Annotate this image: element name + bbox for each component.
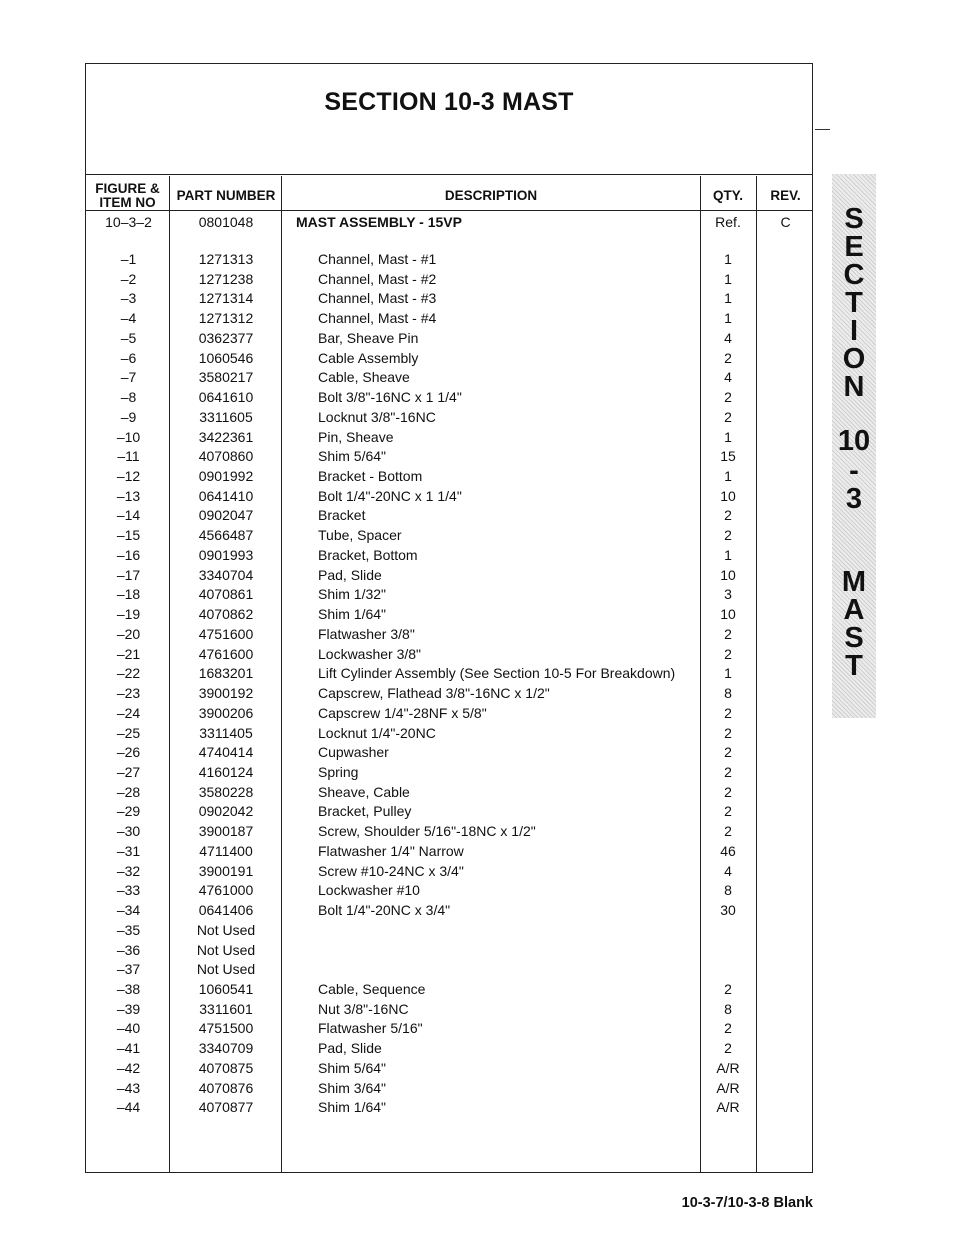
table-row (86, 959, 812, 979)
part-number: 0902042 (198, 803, 254, 820)
quantity: 1 (724, 546, 732, 563)
part-description: Pad, Slide (318, 1040, 382, 1057)
side-tab-letter: N (843, 371, 865, 403)
table-row (86, 387, 812, 407)
quantity: 2 (724, 349, 732, 366)
quantity: 2 (724, 625, 732, 642)
column-header-qty: QTY. (712, 188, 743, 203)
quantity: 4 (724, 862, 732, 879)
item-number: –24 (116, 704, 141, 721)
part-description: Screw, Shoulder 5/16"-18NC x 1/2" (318, 823, 536, 840)
part-number: 0902047 (198, 507, 254, 524)
part-number: 3311601 (199, 1000, 253, 1017)
item-number: –10 (116, 428, 141, 445)
quantity: 4 (724, 369, 732, 386)
part-description: Lockwasher 3/8" (318, 645, 422, 662)
part-description: Shim 1/64" (318, 1099, 387, 1116)
table-row (86, 1038, 812, 1058)
table-row (86, 525, 812, 545)
part-number: 1060541 (198, 981, 254, 997)
table-row (86, 940, 812, 960)
part-description: Capscrew, Flathead 3/8"-16NC x 1/2" (318, 685, 550, 702)
item-number: –40 (116, 1020, 141, 1037)
part-number: 4070860 (198, 448, 254, 465)
margin-tick-mark (815, 129, 830, 130)
part-description: Pin, Sheave (318, 428, 394, 445)
table-row (86, 427, 812, 447)
table-row (86, 308, 812, 328)
side-tab-letter: 10 (837, 425, 871, 457)
part-description: Flatwasher 5/16" (318, 1020, 423, 1037)
quantity: 46 (720, 842, 736, 859)
part-number: 1060546 (198, 349, 254, 366)
item-number: –26 (116, 744, 141, 761)
quantity: 2 (724, 507, 732, 524)
side-tab-letter: E (844, 231, 864, 263)
part-description: Spring (318, 763, 359, 780)
item-number: –32 (116, 862, 141, 879)
table-row (86, 683, 812, 703)
column-header-item-line2: ITEM NO (99, 195, 156, 210)
part-description: Lift Cylinder Assembly (See Section 10-5 For Breakdown) (318, 665, 676, 682)
item-number: –11 (117, 448, 140, 465)
part-description: Locknut 1/4"-20NC (318, 724, 436, 741)
side-tab-letter: C (843, 259, 865, 291)
part-description: Cable Assembly (318, 349, 419, 366)
item-number: –28 (116, 783, 141, 800)
table-row (86, 1018, 812, 1038)
part-number: 3580228 (198, 783, 254, 800)
part-number: 4566487 (198, 527, 254, 544)
part-number: 4070861 (198, 586, 254, 603)
quantity: 10 (720, 566, 736, 583)
table-row (86, 466, 812, 486)
item-number: –8 (120, 389, 137, 406)
table-row (86, 723, 812, 743)
part-number: 1271313 (198, 251, 254, 267)
table-row (86, 742, 812, 762)
part-number: 4070877 (198, 1099, 254, 1116)
table-row (86, 367, 812, 387)
part-number: 4751600 (198, 625, 254, 642)
table-row (86, 999, 812, 1019)
quantity: 3 (724, 586, 732, 603)
table-row (86, 920, 812, 940)
item-number: –7 (120, 369, 137, 386)
part-description: Cable, Sheave (318, 369, 410, 386)
table-row (86, 269, 812, 289)
table-row (86, 486, 812, 506)
item-number: –15 (116, 527, 141, 544)
part-number: 4070875 (198, 1059, 254, 1076)
side-tab-letter: A (843, 594, 865, 626)
part-description: Flatwasher 1/4" Narrow (318, 842, 464, 859)
table-row (86, 880, 812, 900)
table-row (86, 584, 812, 604)
part-description: Bar, Sheave Pin (318, 329, 419, 346)
revision: C (780, 214, 791, 230)
section-side-tab (832, 174, 876, 718)
part-description: Pad, Slide (318, 566, 382, 583)
quantity: 15 (720, 448, 736, 465)
part-number: 4751500 (198, 1020, 254, 1037)
side-tab-letter: T (845, 650, 863, 682)
table-row (86, 565, 812, 585)
item-number: –2 (120, 270, 137, 287)
item-number: –19 (116, 606, 141, 623)
item-number: –38 (116, 981, 141, 997)
item-number: –31 (116, 842, 141, 859)
table-row (86, 663, 812, 683)
quantity: 1 (724, 468, 732, 485)
part-description: Bracket (318, 507, 366, 524)
column-header-item (86, 182, 169, 210)
table-row (86, 861, 812, 881)
quantity: 2 (724, 803, 732, 820)
item-number: –30 (116, 823, 141, 840)
part-number: 0901993 (198, 546, 254, 563)
table-row (86, 1058, 812, 1078)
table-row (86, 762, 812, 782)
part-description: Sheave, Cable (318, 783, 410, 800)
part-number: 4740414 (198, 744, 254, 761)
part-number: Not Used (196, 941, 256, 958)
quantity: 1 (724, 290, 732, 307)
item-number: –6 (120, 349, 137, 366)
part-number: 0641406 (198, 902, 254, 919)
quantity: A/R (716, 1059, 740, 1076)
quantity: Ref. (715, 214, 741, 230)
quantity: A/R (716, 1079, 740, 1096)
item-number: –37 (116, 961, 141, 978)
part-number: 0362377 (198, 329, 254, 346)
item-number: –18 (116, 586, 141, 603)
item-number: –43 (116, 1079, 141, 1096)
quantity: 2 (724, 704, 732, 721)
table-row (86, 900, 812, 920)
part-description: Cable, Sequence (318, 981, 426, 997)
page-title: SECTION 10-3 MAST (324, 88, 574, 116)
part-number: 3340709 (198, 1040, 254, 1057)
quantity: 8 (724, 882, 732, 899)
quantity: 2 (724, 783, 732, 800)
quantity: 2 (724, 645, 732, 662)
table-row (86, 545, 812, 565)
quantity: 8 (724, 1000, 732, 1017)
part-description: Shim 5/64" (318, 1059, 387, 1076)
item-number: –27 (116, 763, 141, 780)
column-header-description: DESCRIPTION (444, 188, 538, 203)
part-number: 3422361 (198, 428, 254, 445)
part-number: 3900191 (198, 862, 254, 879)
item-number: –22 (116, 665, 141, 682)
item-number: –44 (116, 1099, 141, 1116)
item-number: –16 (116, 546, 141, 563)
table-row (86, 288, 812, 308)
part-number: 4070876 (198, 1079, 254, 1096)
part-number: Not Used (196, 961, 256, 978)
item-number: –12 (116, 468, 141, 485)
quantity: 2 (724, 744, 732, 761)
table-row (86, 821, 812, 841)
item-number: –33 (116, 882, 141, 899)
item-number: –36 (116, 941, 141, 958)
table-row (86, 841, 812, 861)
side-tab-letter: I (849, 315, 859, 347)
part-number: 1271312 (198, 310, 254, 327)
item-number: –21 (116, 645, 141, 662)
side-tab-letter: 3 (845, 483, 863, 515)
item-number: –34 (116, 902, 141, 919)
quantity: 2 (724, 408, 732, 425)
header-top-rule (86, 174, 812, 175)
table-row (86, 801, 812, 821)
item-number: –5 (120, 329, 137, 346)
side-tab-letter: S (844, 622, 864, 654)
part-description: Capscrew 1/4"-28NF x 5/8" (318, 704, 487, 721)
table-row (86, 446, 812, 466)
item-number: 10–3–2 (105, 214, 152, 230)
part-description: Bracket, Pulley (318, 803, 412, 820)
quantity: 2 (724, 724, 732, 741)
quantity: 1 (724, 428, 732, 445)
quantity: 30 (720, 902, 736, 919)
table-row (86, 407, 812, 427)
part-description: Lockwasher #10 (318, 882, 420, 899)
quantity: 4 (724, 329, 732, 346)
quantity: 2 (724, 763, 732, 780)
table-row (86, 782, 812, 802)
part-description: Bolt 3/8"-16NC x 1 1/4" (318, 389, 462, 406)
part-description: Bracket - Bottom (318, 468, 423, 485)
item-number: –4 (120, 310, 137, 327)
quantity: 1 (724, 251, 732, 267)
part-number: 3340704 (198, 566, 254, 583)
quantity: 2 (724, 1020, 732, 1037)
quantity: 2 (724, 823, 732, 840)
part-number: 4711400 (199, 842, 253, 859)
column-header-part-number: PART NUMBER (176, 188, 276, 203)
quantity: 2 (724, 1040, 732, 1057)
item-number: –17 (116, 566, 141, 583)
part-description: Cupwasher (318, 744, 389, 761)
part-number: 1683201 (198, 665, 254, 682)
table-row (86, 328, 812, 348)
item-number: –35 (116, 921, 141, 938)
item-number: –9 (120, 408, 137, 425)
quantity: 10 (720, 606, 736, 623)
part-number: 3311605 (199, 408, 253, 425)
part-number: 3900206 (198, 704, 254, 721)
quantity: 2 (724, 389, 732, 406)
quantity: 1 (724, 270, 732, 287)
part-number: 4761600 (198, 645, 254, 662)
quantity: 2 (724, 981, 732, 997)
part-description: Channel, Mast - #3 (318, 290, 437, 307)
part-description: Shim 5/64" (318, 448, 387, 465)
part-number: 1271314 (198, 290, 254, 307)
quantity: 10 (720, 487, 736, 504)
item-number: –13 (116, 487, 141, 504)
table-row (86, 1078, 812, 1098)
part-description: Bolt 1/4"-20NC x 3/4" (318, 902, 451, 919)
part-number: Not Used (196, 921, 256, 938)
item-number: –29 (116, 803, 141, 820)
part-description: Shim 1/32" (318, 586, 387, 603)
side-tab-letter: S (844, 203, 864, 235)
item-number: –41 (116, 1040, 141, 1057)
column-header-rev: REV. (770, 188, 801, 203)
item-number: –14 (116, 507, 141, 524)
quantity: A/R (716, 1099, 740, 1116)
part-description: Channel, Mast - #1 (318, 251, 437, 267)
item-number: –23 (116, 685, 141, 702)
part-description: Shim 3/64" (318, 1079, 387, 1096)
table-row (86, 348, 812, 368)
part-number: 0641410 (198, 487, 254, 504)
page-footer: 10-3-7/10-3-8 Blank (681, 1195, 813, 1211)
item-number: –42 (116, 1059, 141, 1076)
side-tab-letter: - (849, 455, 859, 487)
part-number: 3311405 (199, 724, 253, 741)
part-number: 4070862 (198, 606, 254, 623)
part-number: 3580217 (198, 369, 254, 386)
table-row (86, 703, 812, 723)
table-row (86, 505, 812, 525)
part-number: 4761000 (198, 882, 254, 899)
table-row (86, 979, 812, 999)
item-number: –3 (120, 290, 137, 307)
part-number: 4160124 (198, 763, 254, 780)
side-tab-letter: M (841, 566, 867, 598)
part-number: 3900187 (198, 823, 254, 840)
quantity: 1 (724, 310, 732, 327)
part-description: Screw #10-24NC x 3/4" (318, 862, 464, 879)
item-number: –39 (116, 1000, 141, 1017)
quantity: 2 (724, 527, 732, 544)
side-tab-letter: O (842, 343, 866, 375)
part-description: Bracket, Bottom (318, 546, 418, 563)
part-number: 0901992 (198, 468, 254, 485)
part-description: Channel, Mast - #4 (318, 310, 437, 327)
header-bottom-rule (86, 210, 812, 211)
part-number: 1271238 (198, 270, 254, 287)
part-description: Shim 1/64" (318, 606, 387, 623)
table-row (86, 249, 812, 269)
part-description: Flatwasher 3/8" (318, 625, 415, 642)
table-row (86, 1097, 812, 1117)
item-number: –20 (116, 625, 141, 642)
parts-list-frame (85, 63, 813, 1173)
part-number: 0801048 (198, 214, 254, 230)
part-description: Bolt 1/4"-20NC x 1 1/4" (318, 487, 462, 504)
item-number: –25 (116, 724, 141, 741)
table-row (86, 604, 812, 624)
side-tab-letter: T (845, 287, 863, 319)
quantity: 8 (724, 685, 732, 702)
part-description: Locknut 3/8"-16NC (318, 408, 436, 425)
part-description: MAST ASSEMBLY - 15VP (296, 214, 462, 230)
column-header-item-line1: FIGURE & (95, 181, 160, 196)
table-row (86, 644, 812, 664)
item-number: –1 (120, 251, 137, 267)
part-number: 0641610 (198, 389, 254, 406)
quantity: 1 (724, 665, 732, 682)
part-description: Nut 3/8"-16NC (318, 1000, 409, 1017)
part-description: Tube, Spacer (318, 527, 402, 544)
table-row (86, 624, 812, 644)
part-description: Channel, Mast - #2 (318, 270, 437, 287)
part-number: 3900192 (198, 685, 254, 702)
table-row (86, 212, 812, 232)
